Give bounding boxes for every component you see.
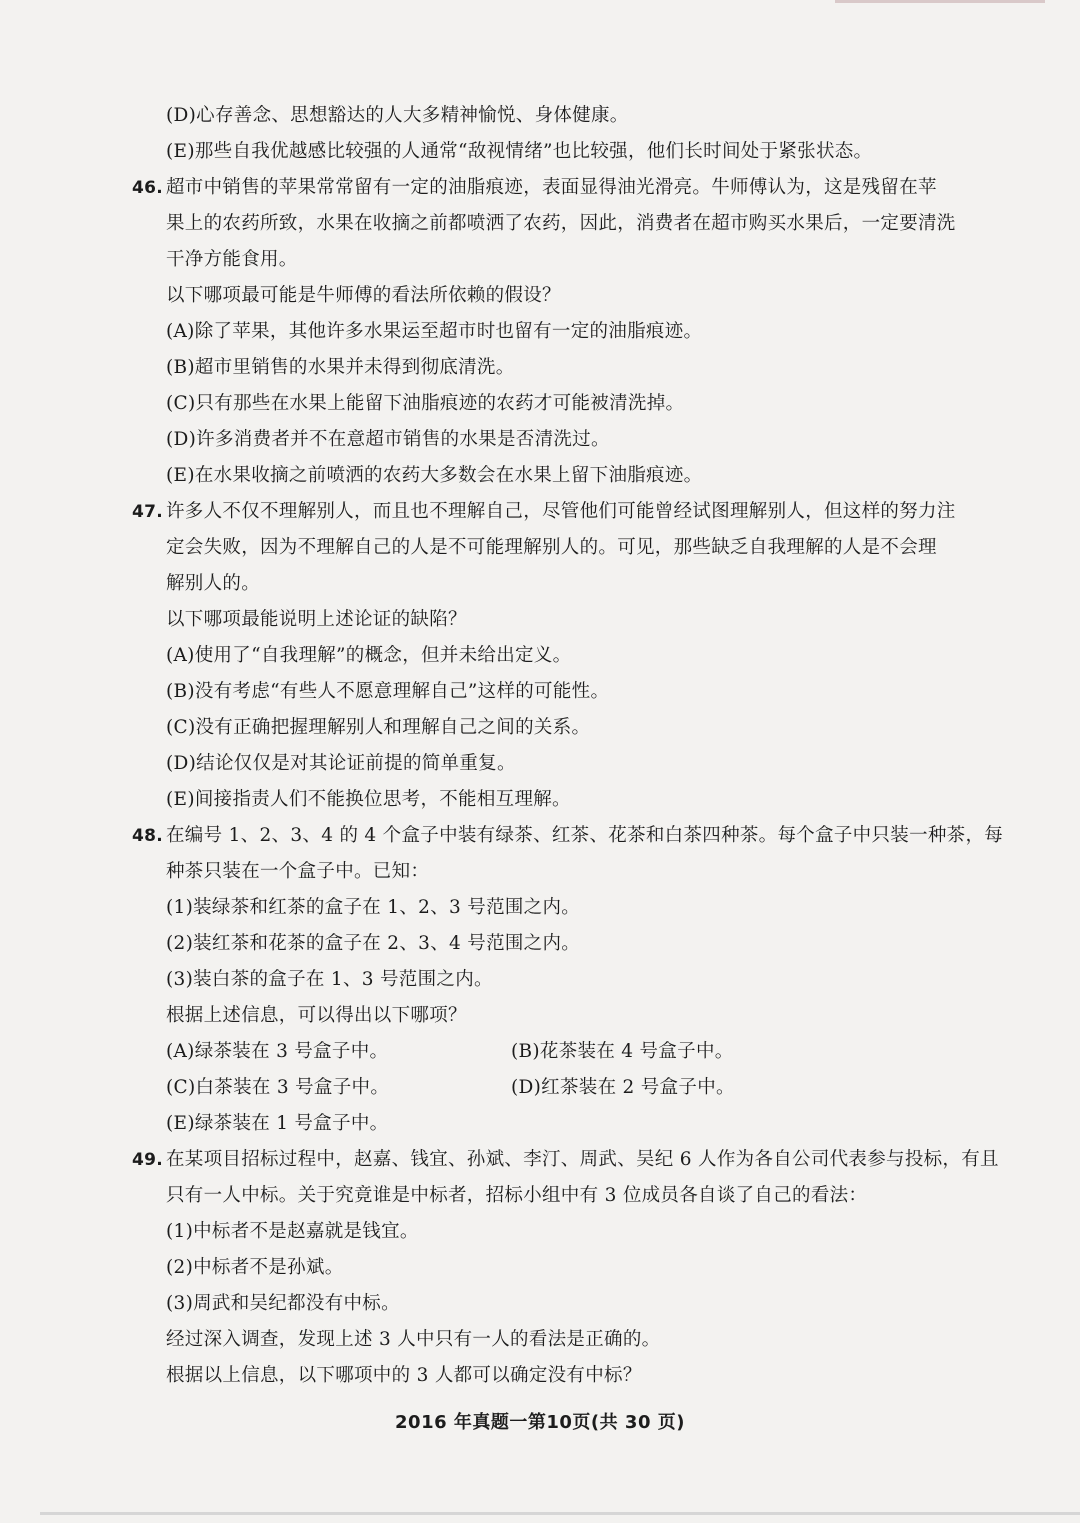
question-stem-line: 定会失败，因为不理解自己的人是不可能理解别人的。可见，那些缺乏自我理解的人是不会理 [166, 537, 937, 558]
option-b: (B)花茶装在 4 号盒子中。 [511, 1041, 734, 1062]
question-number: 48. [132, 826, 164, 846]
question-stem-line: 在编号 1、2、3、4 的 4 个盒子中装有绿茶、红茶、花茶和白茶四种茶。每个盒子中只装一种茶，每 [166, 825, 1004, 846]
question-number: 46. [132, 178, 164, 198]
question-stem-line: 在某项目招标过程中，赵嘉、钱宜、孙斌、李汀、周武、吴纪 6 人作为各自公司代表参与投标，有且 [166, 1149, 999, 1170]
option-e: (E)间接指责人们不能换位思考，不能相互理解。 [166, 789, 571, 810]
option-a: (A)除了苹果，其他许多水果运至超市时也留有一定的油脂痕迹。 [166, 321, 703, 342]
question-number: 47. [132, 502, 164, 522]
question-47 [132, 494, 1012, 818]
question-stem-line: 干净方能食用。 [166, 249, 298, 270]
condition-2: (2)装红茶和花茶的盒子在 2、3、4 号范围之内。 [166, 933, 581, 954]
question-stem-line: 解别人的。 [166, 573, 261, 594]
question-stem-line: 许多人不仅不理解别人，而且也不理解自己，尽管他们可能曾经试图理解别人，但这样的努力注 [166, 501, 956, 522]
option-a: (A)绿茶装在 3 号盒子中。 [166, 1041, 389, 1062]
carryover-option-e: (E)那些自我优越感比较强的人通常“敌视情绪”也比较强，他们长时间处于紧张状态。 [166, 141, 873, 162]
question-prompt: 根据上述信息，可以得出以下哪项？ [166, 1005, 467, 1026]
condition-3: (3)周武和吴纪都没有中标。 [166, 1293, 400, 1314]
option-c: (C)只有那些在水果上能留下油脂痕迹的农药才可能被清洗掉。 [166, 393, 685, 414]
condition-3: (3)装白茶的盒子在 1、3 号范围之内。 [166, 969, 493, 990]
page-content [132, 98, 1012, 1394]
condition-1: (1)装绿茶和红茶的盒子在 1、2、3 号范围之内。 [166, 897, 581, 918]
option-e: (E)绿茶装在 1 号盒子中。 [166, 1113, 389, 1134]
option-e: (E)在水果收摘之前喷洒的农药大多数会在水果上留下油脂痕迹。 [166, 465, 703, 486]
option-d: (D)许多消费者并不在意超市销售的水果是否清洗过。 [166, 429, 610, 450]
scan-edge-top [835, 0, 1045, 3]
options-row [132, 1034, 1012, 1070]
option-c: (C)没有正确把握理解别人和理解自己之间的关系。 [166, 717, 591, 738]
scan-edge-bottom [40, 1512, 1080, 1515]
condition-2: (2)中标者不是孙斌。 [166, 1257, 344, 1278]
condition-1: (1)中标者不是赵嘉就是钱宜。 [166, 1221, 419, 1242]
page-footer: 2016 年真题一第10页(共 30 页) [395, 1412, 685, 1433]
option-b: (B)没有考虑“有些人不愿意理解自己”这样的可能性。 [166, 681, 610, 702]
finding-statement: 经过深入调查，发现上述 3 人中只有一人的看法是正确的。 [166, 1329, 661, 1350]
options-row [132, 1070, 1012, 1106]
option-d: (D)结论仅仅是对其论证前提的简单重复。 [166, 753, 516, 774]
question-prompt: 以下哪项最可能是牛师傅的看法所依赖的假设？ [166, 285, 561, 306]
question-stem-line: 果上的农药所致，水果在收摘之前都喷洒了农药，因此，消费者在超市购买水果后，一定要清洗 [166, 213, 956, 234]
question-stem-line: 超市中销售的苹果常常留有一定的油脂痕迹，表面显得油光滑亮。牛师傅认为，这是残留在苹 [166, 177, 937, 198]
question-stem-line: 种茶只装在一个盒子中。已知： [166, 861, 430, 882]
question-prompt: 根据以上信息，以下哪项中的 3 人都可以确定没有中标？ [166, 1365, 642, 1386]
question-46 [132, 170, 1012, 494]
question-number: 49. [132, 1150, 164, 1170]
question-49 [132, 1142, 1012, 1394]
carryover-option-d: (D)心存善念、思想豁达的人大多精神愉悦、身体健康。 [166, 105, 629, 126]
option-a: (A)使用了“自我理解”的概念，但并未给出定义。 [166, 645, 572, 666]
question-stem-line: 只有一人中标。关于究竟谁是中标者，招标小组中有 3 位成员各自谈了自己的看法： [166, 1185, 868, 1206]
option-b: (B)超市里销售的水果并未得到彻底清洗。 [166, 357, 515, 378]
question-prompt: 以下哪项最能说明上述论证的缺陷？ [166, 609, 467, 630]
option-c: (C)白茶装在 3 号盒子中。 [166, 1077, 390, 1098]
option-d: (D)红茶装在 2 号盒子中。 [511, 1077, 735, 1098]
question-48 [132, 818, 1012, 1142]
